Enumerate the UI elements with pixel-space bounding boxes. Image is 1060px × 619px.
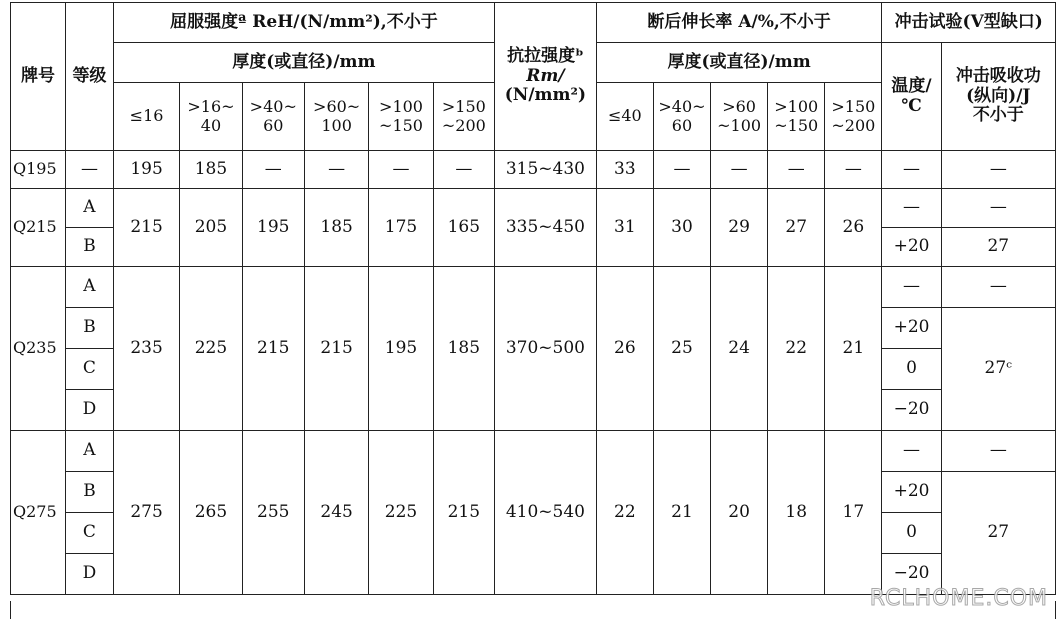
impact-cell: — (941, 151, 1055, 189)
impact-cell: — (941, 431, 1055, 472)
elong-range-2-l1: >60 (722, 97, 756, 117)
yield-cell: 215 (304, 267, 368, 431)
yield-thickness-header: 厚度(或直径)/mm (113, 43, 494, 83)
yield-range-1-l1: >16~ (187, 97, 235, 117)
table-row (11, 267, 1056, 308)
temp-cell: +20 (882, 228, 941, 267)
yield-range-0-l1: ≤16 (129, 106, 164, 126)
tensile-label-3: (N/mm²) (504, 85, 587, 106)
grade-cell: C (66, 349, 114, 390)
yield-cell: — (304, 151, 368, 189)
elong-range-3-l2: ~150 (774, 115, 819, 135)
temp-cell: −20 (882, 390, 941, 431)
grade-cell: B (66, 308, 114, 349)
elong-cell: 17 (825, 431, 882, 595)
yield-range-5 (433, 83, 494, 151)
grade-cell: A (66, 267, 114, 308)
yield-range-4-l2: ~150 (379, 115, 423, 135)
elong-cell: 21 (825, 267, 882, 431)
temp-cell: 0 (882, 513, 941, 554)
yield-range-2 (242, 83, 304, 151)
impact-test-header: 冲击试验(V型缺口) (882, 3, 1056, 43)
yield-cell: 215 (113, 189, 179, 267)
elong-cell: — (825, 151, 882, 189)
yield-range-4 (369, 83, 433, 151)
brand-cell: Q235 (11, 267, 66, 431)
elong-range-4 (825, 83, 882, 151)
grade-cell: D (66, 390, 114, 431)
elong-range-0-l1: ≤40 (607, 106, 642, 126)
elong-range-4-l2: ~200 (831, 115, 876, 135)
temp-cell: +20 (882, 472, 941, 513)
impact-label-1: 冲击吸收功 (955, 66, 1041, 87)
yield-cell: 215 (433, 431, 494, 595)
watermark: RCLHOME.COM (869, 586, 1048, 611)
elong-range-0 (596, 83, 653, 151)
yield-cell: 225 (369, 431, 433, 595)
elong-cell: 22 (768, 267, 825, 431)
impact-cell: 27 (941, 228, 1055, 267)
elong-range-4-l1: >150 (831, 97, 876, 117)
tensile-cell: 335~450 (494, 189, 596, 267)
yield-cell: 205 (180, 189, 242, 267)
grade-cell: — (66, 151, 114, 189)
elong-range-1-l1: >40~ (658, 97, 706, 117)
yield-cell: 175 (369, 189, 433, 267)
yield-cell: — (242, 151, 304, 189)
yield-range-4-l1: >100 (379, 97, 423, 117)
temp-cell: — (882, 267, 941, 308)
yield-range-1-l2: 40 (200, 115, 222, 135)
elong-cell: 29 (711, 189, 768, 267)
tensile-cell: 315~430 (494, 151, 596, 189)
elong-cell: 22 (596, 431, 653, 595)
elong-cell: — (711, 151, 768, 189)
header-row-1 (11, 3, 1056, 43)
yield-cell: 185 (433, 267, 494, 431)
grade-cell: D (66, 554, 114, 595)
temp-cell: — (882, 189, 941, 228)
yield-range-5-l1: >150 (441, 97, 486, 117)
yield-cell: 255 (242, 431, 304, 595)
yield-cell: 275 (113, 431, 179, 595)
yield-range-0 (113, 83, 179, 151)
grade-cell: A (66, 189, 114, 228)
temperature-header (882, 43, 941, 151)
yield-cell: 165 (433, 189, 494, 267)
elong-range-1 (653, 83, 710, 151)
grade-cell: C (66, 513, 114, 554)
elong-cell: 21 (653, 431, 710, 595)
elong-cell: — (768, 151, 825, 189)
temp-cell: +20 (882, 308, 941, 349)
impact-cell: — (941, 189, 1055, 228)
elong-cell: 26 (825, 189, 882, 267)
yield-range-2-l1: >40~ (249, 97, 297, 117)
steel-properties-table (10, 2, 1056, 595)
impact-cell: 27 (941, 472, 1055, 595)
yield-strength-header: 屈服强度ª ReH/(N/mm²),不小于 (113, 3, 494, 43)
elong-cell: 24 (711, 267, 768, 431)
elong-cell: 33 (596, 151, 653, 189)
elong-cell: 26 (596, 267, 653, 431)
temp-cell: −20 (882, 554, 941, 595)
impact-label-2: (纵向)/J (966, 85, 1031, 106)
table-row (11, 431, 1056, 472)
tensile-strength-header (494, 3, 596, 151)
temp-cell: 0 (882, 349, 941, 390)
brand-cell: Q215 (11, 189, 66, 267)
yield-cell: 265 (180, 431, 242, 595)
elong-range-2 (711, 83, 768, 151)
elong-cell: 25 (653, 267, 710, 431)
brand-header: 牌号 (11, 3, 66, 151)
tensile-cell: 410~540 (494, 431, 596, 595)
yield-range-3-l2: 100 (321, 115, 352, 135)
yield-cell: 245 (304, 431, 368, 595)
yield-range-5-l2: ~200 (441, 115, 486, 135)
elong-range-3 (768, 83, 825, 151)
elong-cell: 31 (596, 189, 653, 267)
yield-cell: 195 (242, 189, 304, 267)
temp-label-2: ℃ (901, 95, 922, 116)
yield-cell: 195 (113, 151, 179, 189)
grade-cell: B (66, 472, 114, 513)
grade-cell: A (66, 431, 114, 472)
impact-cell: — (941, 267, 1055, 308)
table-row (11, 189, 1056, 228)
elong-thickness-header: 厚度(或直径)/mm (596, 43, 882, 83)
elong-range-2-l2: ~100 (717, 115, 762, 135)
elong-range-1-l2: 60 (671, 115, 693, 135)
temp-cell: — (882, 151, 941, 189)
yield-cell: 185 (304, 189, 368, 267)
elong-cell: 18 (768, 431, 825, 595)
yield-cell: 185 (180, 151, 242, 189)
impact-cell: 27ᶜ (941, 308, 1055, 431)
yield-range-3 (304, 83, 368, 151)
yield-cell: 215 (242, 267, 304, 431)
table-row (11, 151, 1056, 189)
yield-cell: 195 (369, 267, 433, 431)
yield-range-1 (180, 83, 242, 151)
tensile-label-2: Rm/ (526, 65, 565, 86)
elong-range-3-l1: >100 (774, 97, 819, 117)
yield-range-2-l2: 60 (263, 115, 284, 135)
elong-cell: 30 (653, 189, 710, 267)
temp-label-1: 温度/ (891, 75, 932, 96)
elong-cell: — (653, 151, 710, 189)
temp-cell: — (882, 431, 941, 472)
impact-label-3: 不小于 (972, 105, 1024, 126)
grade-header: 等级 (66, 3, 114, 151)
brand-cell: Q275 (11, 431, 66, 595)
tensile-label-1: 抗拉强度ᵇ (507, 46, 584, 67)
yield-range-3-l1: >60~ (313, 97, 361, 117)
impact-energy-header (941, 43, 1055, 151)
tensile-cell: 370~500 (494, 267, 596, 431)
yield-cell: — (433, 151, 494, 189)
yield-cell: 235 (113, 267, 179, 431)
elong-cell: 27 (768, 189, 825, 267)
grade-cell: B (66, 228, 114, 267)
elong-cell: 20 (711, 431, 768, 595)
elongation-header: 断后伸长率 A/%,不小于 (596, 3, 882, 43)
yield-cell: — (369, 151, 433, 189)
brand-cell: Q195 (11, 151, 66, 189)
yield-cell: 225 (180, 267, 242, 431)
